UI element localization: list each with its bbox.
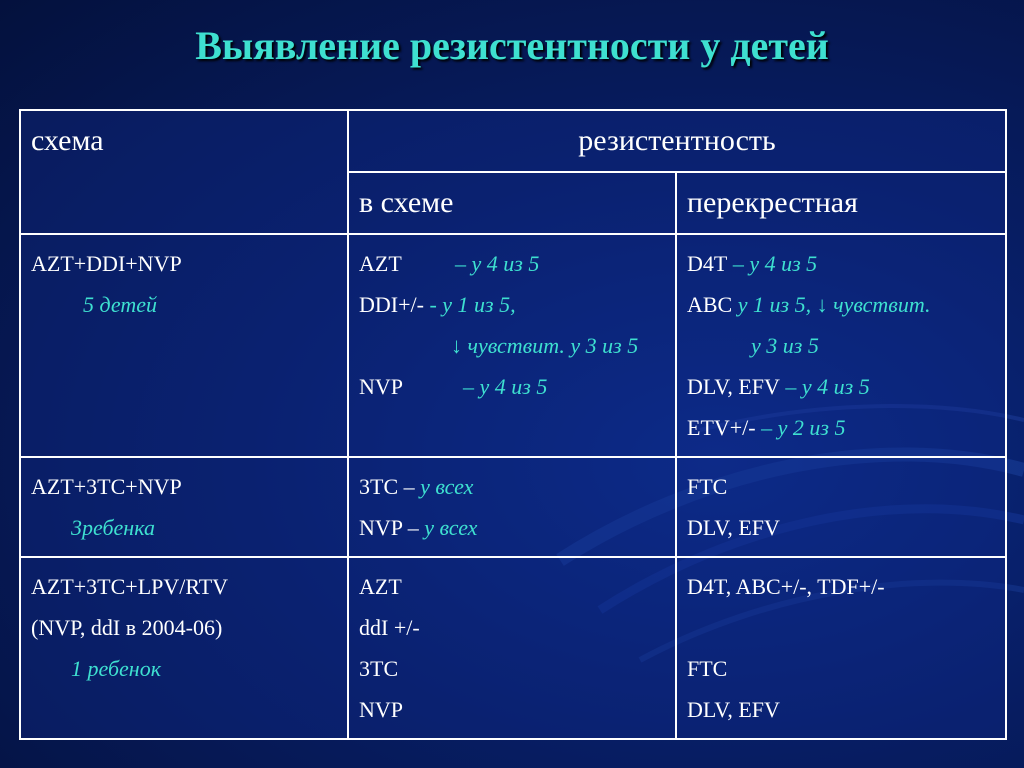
row3-in-l2: ddI +/- bbox=[359, 615, 420, 640]
row2-cross-cell bbox=[676, 457, 1006, 557]
header-scheme: схема bbox=[31, 124, 104, 157]
row3-cr-spacer bbox=[687, 607, 995, 648]
row1-in-l3-note: ↓ чувствит. у 3 из 5 bbox=[451, 333, 639, 358]
row2-cr-l1: FTC bbox=[687, 474, 728, 499]
row3-scheme-cell bbox=[20, 557, 348, 739]
row1-cr-l5-drug: ETV+/- bbox=[687, 415, 756, 440]
row2-in-l1-drug: 3TC – bbox=[359, 474, 421, 499]
row3-in-l1: AZT bbox=[359, 574, 402, 599]
row2-in-l2-drug: NVP – bbox=[359, 515, 425, 540]
row1-in-l2-note: - у 1 из 5, bbox=[423, 292, 516, 317]
row1-scheme: AZT+DDI+NVP bbox=[31, 251, 182, 276]
table-row bbox=[20, 457, 1006, 557]
header-resistance: резистентность bbox=[578, 124, 776, 157]
row1-cr-l3-note: у 3 из 5 bbox=[751, 333, 819, 358]
row1-in-l4-drug: NVP bbox=[359, 374, 404, 399]
header-cross-cell bbox=[676, 172, 1006, 234]
row3-scheme-note: (NVP, ddI в 2004-06) bbox=[31, 615, 223, 640]
row3-in-l3: 3TC bbox=[359, 656, 399, 681]
row3-cross-cell bbox=[676, 557, 1006, 739]
row1-cross-cell bbox=[676, 234, 1006, 457]
row1-scheme-cell bbox=[20, 234, 348, 457]
row3-count: 1 ребенок bbox=[71, 656, 162, 681]
row2-in-l2-note: у всех bbox=[424, 515, 478, 540]
header-in-scheme: в схеме bbox=[359, 186, 454, 219]
resistance-table bbox=[19, 109, 1007, 740]
row3-cr-l1: D4T, ABC+/-, TDF+/- bbox=[687, 574, 885, 599]
row1-in-l4-note: – у 4 из 5 bbox=[463, 374, 548, 399]
row3-in-scheme-cell bbox=[348, 557, 676, 739]
row1-cr-l5-note: – у 2 из 5 bbox=[755, 415, 846, 440]
row1-cr-l1-drug: D4T bbox=[687, 251, 728, 276]
row1-cr-l2-note: у 1 из 5, ↓ чувствит. bbox=[732, 292, 931, 317]
row2-cr-l2: DLV, EFV bbox=[687, 515, 780, 540]
row1-cr-l2-drug: ABC bbox=[687, 292, 733, 317]
row2-scheme-cell bbox=[20, 457, 348, 557]
row1-in-l2-drug: DDI+/- bbox=[359, 292, 424, 317]
row3-cr-l2: FTC bbox=[687, 656, 728, 681]
header-cross: перекрестная bbox=[687, 186, 858, 219]
row3-in-l4: NVP bbox=[359, 697, 404, 722]
header-in-scheme-cell bbox=[348, 172, 676, 234]
header-resistance-cell bbox=[348, 110, 1006, 172]
row2-in-l1-note: у всех bbox=[420, 474, 474, 499]
row1-count: 5 детей bbox=[83, 292, 158, 317]
row1-in-l1-drug: AZT bbox=[359, 251, 402, 276]
row2-count: 3ребенка bbox=[71, 515, 155, 540]
table-row bbox=[20, 557, 1006, 739]
row2-scheme: AZT+3TC+NVP bbox=[31, 474, 182, 499]
row1-cr-l4-drug: DLV, EFV bbox=[687, 374, 780, 399]
row1-cr-l1-note: – у 4 из 5 bbox=[727, 251, 818, 276]
row3-scheme: AZT+3TC+LPV/RTV bbox=[31, 574, 229, 599]
row1-cr-l4-note: – у 4 из 5 bbox=[779, 374, 870, 399]
row3-cr-l3: DLV, EFV bbox=[687, 697, 780, 722]
row1-in-l1-note: – у 4 из 5 bbox=[455, 251, 540, 276]
row1-in-scheme-cell bbox=[348, 234, 676, 457]
page-title: Выявление резистентности у детей bbox=[195, 23, 829, 68]
row2-in-scheme-cell bbox=[348, 457, 676, 557]
header-scheme-cell bbox=[20, 110, 348, 234]
table-row bbox=[20, 234, 1006, 457]
